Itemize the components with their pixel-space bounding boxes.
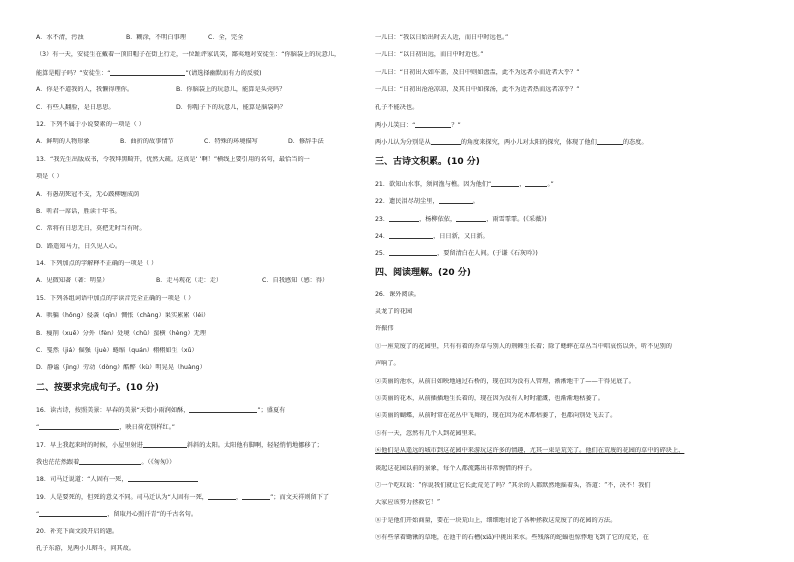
option-b: B．你脑袋上的玩意儿，能算是头壳吗？: [176, 86, 286, 94]
option-b: B．糊涂，不明白事理: [126, 34, 186, 41]
q15-option-c: C．戛然（jiá）倔强（juè）蜷缩（quán）栩栩如生（xǔ）: [36, 347, 198, 355]
answer-blank[interactable]: [389, 215, 419, 222]
q15-option-b: B．瘦削（xuē）分外（fèn）处境（chǔ）蛮横（hèng）无理: [36, 329, 206, 337]
option-c: C．特殊的环境描写: [204, 138, 258, 146]
reading-paragraph-underlined: ⑥他们是从遥远的城市到这花园中来游玩这许多的情趣，尤其一束是荒芜了。他们在荒废的花园的草中的碎块上，: [375, 447, 685, 455]
left-column: [36, 34, 376, 562]
q20-stem: 20．补充下面文段开启的题。: [36, 527, 119, 535]
option-a: A．你是不道我的人，我懒得理你。: [36, 86, 134, 94]
passage-line: 一儿曰：“日初出沧沧凉凉，及其日中如探汤，此不为近者热而远者凉乎？”: [375, 86, 580, 94]
reading-paragraph: ⑧于是他们开始商量，要在一块荒山上，细细地讨论了各种拯救这荒废了的花园的方法。: [375, 516, 617, 524]
option-c: C．自我感知（感：得）: [262, 277, 329, 285]
option-c: C．全，完全: [208, 34, 244, 41]
reading-author: 许振伟: [375, 325, 394, 333]
answer-blank[interactable]: [389, 249, 437, 256]
option-b: B．曲折的故事情节: [120, 138, 174, 146]
q15-option-d: D．静谧（jìng）劳动（dòng）酷醉（kù）明晃晃（huàng）: [36, 364, 206, 372]
answer-blank[interactable]: [389, 232, 433, 239]
answer-blank[interactable]: [189, 406, 257, 413]
q13-option-b: B．听君一席话，胜读十年书。: [36, 207, 121, 215]
q26-stem: 26．课外阅读。: [375, 290, 420, 298]
option-d: D．你帽子下的玩意儿，能算是脑袋吗？: [176, 103, 286, 111]
answer-blank[interactable]: [242, 493, 270, 500]
q14-options: [36, 277, 376, 285]
q11-3-options-cd: [36, 104, 376, 112]
q12-options: [36, 138, 376, 146]
section-3-heading: 三、古诗文积累。(10 分): [375, 156, 480, 167]
option-a: A．鲜明的人物形象: [36, 138, 90, 146]
q14-stem: 14．下列加点的字解释不正确的一项是（ ）: [36, 260, 158, 268]
q19-line: 19．人是要死的，但死的意义不同。司马迁认为“人固有一死， ， ”；而文天祥则留下了: [36, 493, 330, 501]
q13-stem: 13．“我先生出版成书，令我拜黑畸开，优然大疏。这真是‘ ’啊！”横线上要引用的名句，最恰当的一: [36, 155, 310, 163]
answer-blank[interactable]: [39, 423, 119, 430]
reading-paragraph: ⑨有些拿着锄锹的草地，在池干的石槽(xiā)中挑出来水。些残落的蛇蝠也惊悸地飞到了它的荒芜，在: [375, 534, 649, 542]
q13-option-a: A．有愚胡死冠不支，无心跛柳缠成荫: [36, 190, 140, 198]
right-column: [375, 34, 720, 552]
reading-paragraph-cont: 大家应该努力拯救它！”: [375, 499, 441, 507]
answer-blank[interactable]: [597, 138, 623, 145]
q17-line-cont: 我也茫茫然跟着 。（《匆匆》）: [36, 458, 176, 466]
q18-line: 18．司马迁说道：“人固有一死，: [36, 475, 376, 483]
q16-line-cont: “ ，映日荷花别样红。”: [36, 424, 176, 432]
answer-blank[interactable]: [208, 493, 236, 500]
q11-3-options-ab: [36, 86, 376, 94]
answer-blank[interactable]: [79, 458, 141, 465]
q13-option-d: D．路遥知马力，日久见人心。: [36, 242, 122, 250]
reading-paragraph: ③美丽的花木，从前插插地生长着的，现在因为没有人时时灌溉，也渐渐地枯萎了。: [375, 395, 604, 403]
reading-paragraph: ⑦一个吃叹说：“你说我们就让它长此荒芜了吗？”其余的人都默然地摇着头，答道：“不，决不！我们: [375, 481, 651, 489]
q20-passage-start: 孔子东游，见两小儿辩斗，问其故。: [36, 544, 135, 552]
reading-paragraph: ⑤有一天，忽然有几个人到花园里来。: [375, 429, 481, 437]
q16-line: 16．读古诗，按照美景：早春的美景“天街小雨润如酥， ”；盛夏有: [36, 406, 286, 414]
q11-3-answer-line: 能算是帽子吗？”安徒生：“ ”(请选择幽默而有力的反驳): [36, 69, 262, 77]
q21-line: 21．欲知山水事，须问渔与樵。因为他们“ ， 。”: [375, 180, 554, 188]
answer-blank[interactable]: [128, 475, 198, 482]
option-a: A．见微知著（著：明显）: [36, 277, 109, 285]
passage-line: 一儿曰：“日初出大如车盖，及日中则如盘盂，此不为远者小而近者大乎？”: [375, 68, 580, 76]
answer-blank[interactable]: [439, 197, 473, 204]
answer-blank[interactable]: [415, 121, 451, 128]
reading-title: 灵龙了的花园: [375, 308, 413, 316]
answer-blank[interactable]: [456, 215, 486, 222]
q13-stem-cont: 项是（ ）: [36, 173, 63, 181]
section-4-heading: 四、阅读理解。(20 分): [375, 267, 471, 278]
q24-line: 24． ，日日新，又日新。: [375, 232, 489, 240]
q23-line: 23． ，杨柳依依， ，雨雪霏霏。(《采薇》): [375, 215, 547, 223]
reading-paragraph: ①一座荒废了的花园里，只有有着的乔草与别人的荆棘生长着；除了蟋蟀在草丛当中唱哀伤以外，听不见别的: [375, 342, 672, 350]
answer-blank[interactable]: [143, 441, 187, 448]
reading-paragraph-cont: 谈起这花园以前的景象，每个人都流露出非常惋惜的样子。: [375, 464, 536, 472]
q11-options: [36, 34, 376, 42]
q15-stem: 15．下列各组词语中加点的字读音完全正确的一项是（ ）: [36, 294, 195, 302]
answer-blank[interactable]: [525, 180, 547, 187]
answer-blank[interactable]: [431, 138, 461, 145]
q20-question: 两小儿认为分别是从 的角度来探究，两小儿对太阳的探究，体现了他们 的态度。: [375, 139, 648, 147]
reading-paragraph-cont: 声响了。: [375, 360, 400, 368]
q22-line: 22．遗民泪尽胡尘里， 。: [375, 198, 479, 206]
option-d: D．修辞手法: [288, 138, 324, 146]
reading-paragraph: ④美丽的蝴蝶，从前时常在花丛中飞舞的，现在因为花木都枯萎了，也都向别处飞去了。: [375, 412, 617, 420]
option-b: B．走马观花（走：走）: [156, 277, 223, 285]
option-a: A．水不清，污浊: [36, 34, 84, 41]
q15-option-a: A．哄骗（hǒng）侵袭（qīn）惆怅（chàng）果实累累（léi）: [36, 312, 210, 320]
answer-blank[interactable]: [110, 69, 185, 76]
passage-line: 一儿曰：“以日初出远，而日中时近也。”: [375, 51, 484, 59]
answer-blank[interactable]: [491, 180, 519, 187]
passage-line: 一儿曰：“我以日始出时去人近，而日中时远也。”: [375, 34, 509, 41]
q25-line: 25． ，要留清白在人间。(于谦《石灰吟》): [375, 250, 538, 258]
answer-blank[interactable]: [39, 510, 107, 517]
q13-option-c: C．常将有日思无日，莫把无时当有时。: [36, 225, 146, 233]
q17-line: 17．早上我起来时的时候，小屋里射进 斜斜的太阳。太阳他有脚啊，轻轻悄悄地挪移了；: [36, 441, 323, 449]
reading-paragraph: ②美丽的池水，从前日如映地通过石桥的，现在因为没有人管理，淅淅地干了——干得见底了。: [375, 377, 635, 385]
q12-stem: 12．下列不属于小说要素的一项是（ ）: [36, 120, 145, 128]
option-c: C．有些人翻脸，是日思思。: [36, 103, 115, 111]
q19-line-cont: “ ，留取丹心照汗青”的千古名句。: [36, 511, 198, 519]
passage-line: 孔子不能决也。: [375, 103, 419, 111]
section-2-heading: 二、按要求完成句子。(10 分): [36, 382, 159, 393]
q11-3-stem: （3）有一天，安徒生在戴着一顶旧帽子在街上行走，一位趾评家讥笑，鄙夷地对安徒生：“你脑袋上的玩意儿，: [36, 51, 341, 59]
q20-fill-line: 两小儿笑曰：“ ？”: [375, 121, 461, 129]
